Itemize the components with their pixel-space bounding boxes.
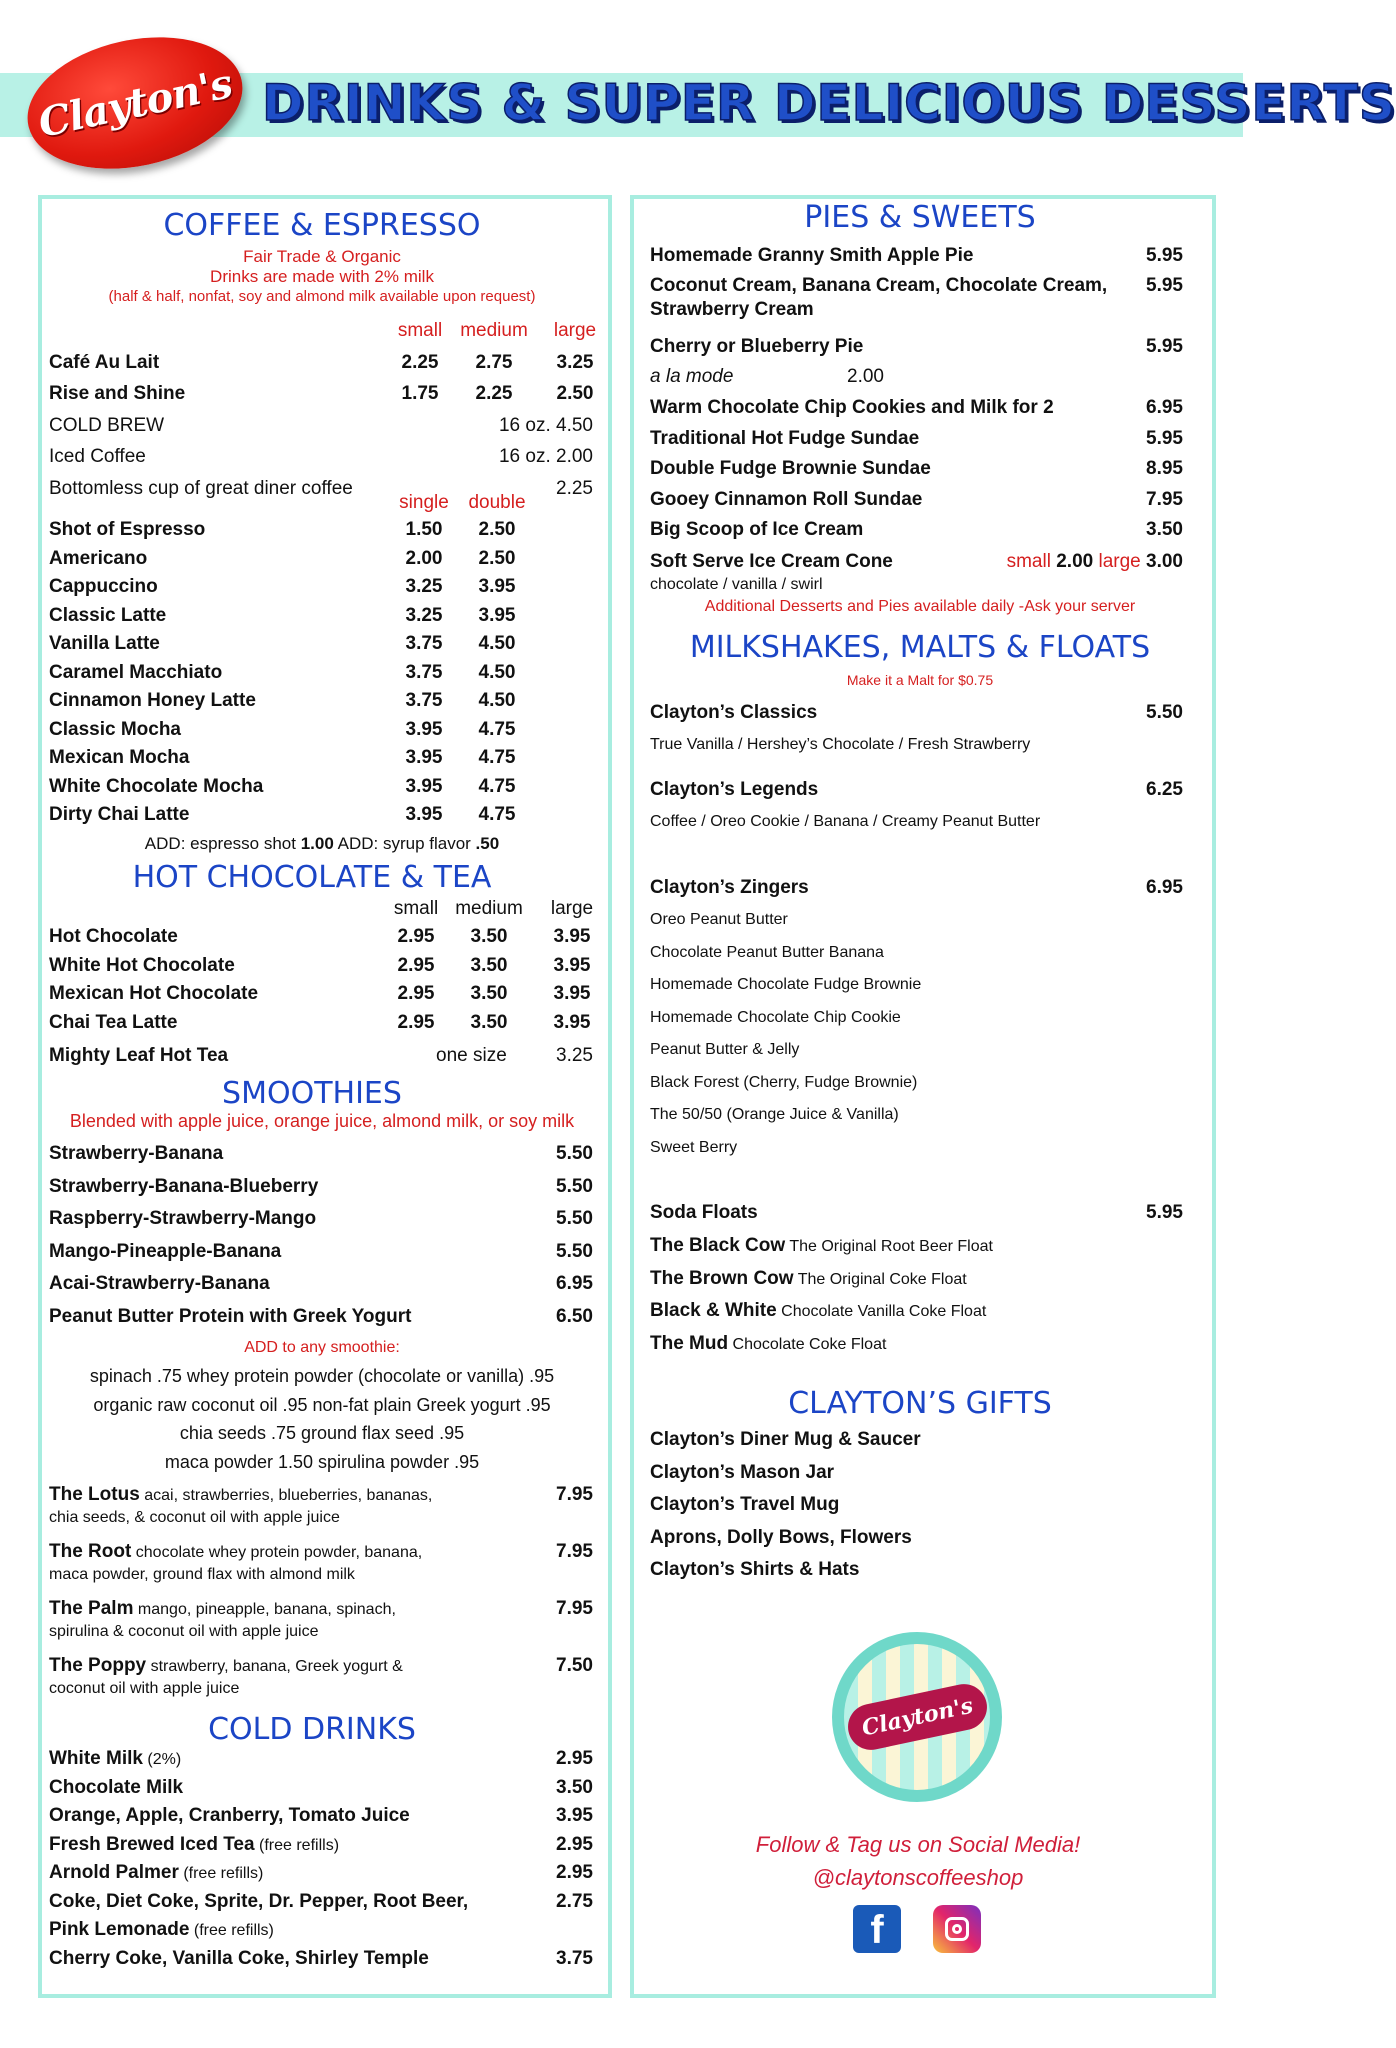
menu-item-name — [49, 1834, 339, 1856]
menu-item-name: Warm Chocolate Chip Cookies and Milk for 2 — [650, 397, 1054, 418]
special-desc: maca powder, ground flax with almond milk — [49, 1566, 355, 1583]
menu-item-name: White Hot Chocolate — [49, 954, 235, 976]
menu-item-name: a la mode — [650, 366, 734, 387]
float-item — [650, 1333, 886, 1355]
menu-item-name: Cinnamon Honey Latte — [49, 690, 256, 711]
menu-item-price: 7.95 — [556, 1484, 593, 1505]
menu-item-price: 3.95 — [405, 747, 443, 768]
menu-item-price: 5.95 — [1146, 1202, 1183, 1223]
menu-item-price: 3.95 — [405, 804, 443, 825]
addon-label: ADD: espresso shot — [144, 834, 296, 853]
menu-item-name: Hot Chocolate — [49, 926, 178, 947]
menu-item-name: Homemade Granny Smith Apple Pie — [650, 245, 974, 266]
menu-item-price: 2.75 — [475, 352, 513, 373]
addon-price: .50 — [475, 834, 500, 853]
menu-item-name: Soft Serve Ice Cream Cone — [650, 551, 893, 572]
menu-item-price: 3.25 — [405, 604, 443, 626]
special-desc: chia seeds, & coconut oil with apple juice — [49, 1509, 340, 1526]
size-header: small — [393, 898, 439, 919]
cone-prices — [1007, 551, 1183, 573]
special-name: The Poppy — [49, 1655, 147, 1676]
section-title-gifts: CLAYTON’S GIFTS — [788, 1386, 1052, 1421]
float-desc: The Original Coke Float — [793, 1270, 967, 1288]
section-title-pies: PIES & SWEETS — [804, 200, 1036, 235]
gift-item: Clayton’s Travel Mug — [650, 1494, 840, 1515]
drink-note: (free refills) — [254, 1836, 340, 1854]
page-title: DRINKS & SUPER DELICIOUS DESSERTS — [262, 74, 1396, 132]
gift-item: Aprons, Dolly Bows, Flowers — [650, 1526, 912, 1548]
menu-item-price: 6.95 — [1146, 397, 1183, 418]
menu-item-price: 3.50 — [470, 1011, 508, 1033]
special-name: The Root — [49, 1541, 132, 1562]
drink-name: Cherry Coke, Vanilla Coke, Shirley Temple — [49, 1947, 429, 1969]
menu-item-price: 2.50 — [478, 547, 516, 569]
smoothie-addon-line: spinach .75 whey protein powder (chocolate or vanilla) .95 — [89, 1366, 555, 1386]
menu-item-price: 2.50 — [556, 383, 594, 404]
section-title-milkshakes: MILKSHAKES, MALTS & FLOATS — [689, 630, 1151, 665]
smoothie-addon-line: chia seeds .75 ground flax seed .95 — [179, 1423, 465, 1443]
menu-item-name: Mighty Leaf Hot Tea — [49, 1045, 229, 1066]
menu-item-price: 2.75 — [556, 1890, 593, 1912]
zinger-flavor: Homemade Chocolate Fudge Brownie — [650, 976, 922, 993]
social-follow-text: Follow & Tag us on Social Media! — [755, 1832, 1081, 1857]
coffee-subtitle: Drinks are made with 2% milk — [210, 267, 434, 286]
menu-item-price: 3.50 — [470, 926, 508, 947]
malt-note: Make it a Malt for $0.75 — [846, 672, 994, 688]
menu-item-name: Double Fudge Brownie Sundae — [650, 458, 931, 479]
menu-item-price: 4.75 — [478, 775, 516, 797]
menu-item-name: Mango-Pineapple-Banana — [49, 1240, 282, 1262]
smoothie-addon-line: organic raw coconut oil .95 non-fat plain Greek yogurt .95 — [93, 1394, 551, 1415]
special-desc: strawberry, banana, Greek yogurt & — [146, 1658, 403, 1675]
menu-item-name: Bottomless cup of great diner coffee — [49, 478, 353, 499]
menu-item-price: 4.50 — [478, 633, 516, 654]
menu-item-price: 3.95 — [553, 926, 591, 947]
menu-item-price: 6.50 — [556, 1305, 593, 1327]
special-desc: spirulina & coconut oil with apple juice — [49, 1623, 319, 1640]
menu-item-name: Traditional Hot Fudge Sundae — [650, 427, 920, 449]
menu-item-name: COLD BREW — [49, 415, 165, 436]
clayton-badge-logo: Clayton's — [832, 1632, 1002, 1802]
cone-price: 2.00 — [1056, 551, 1094, 572]
zinger-flavor: Peanut Butter & Jelly — [650, 1041, 800, 1058]
menu-item-price: 1.50 — [405, 519, 443, 540]
float-item — [650, 1235, 993, 1257]
menu-item-size: one size — [436, 1045, 507, 1066]
zinger-flavor: Chocolate Peanut Butter Banana — [650, 943, 884, 961]
menu-item-name: Mexican Hot Chocolate — [49, 983, 259, 1004]
menu-item-name: Clayton’s Legends — [650, 779, 819, 800]
social-handle: @claytonscoffeeshop — [812, 1865, 1024, 1890]
menu-item-price: 8.95 — [1146, 458, 1183, 479]
float-desc: The Original Root Beer Float — [785, 1238, 993, 1255]
size-header: medium — [455, 898, 523, 919]
menu-item-price: 7.95 — [1146, 488, 1183, 510]
cone-size: large — [1098, 551, 1141, 572]
instagram-icon[interactable] — [933, 1905, 981, 1953]
gift-item: Clayton’s Mason Jar — [650, 1461, 835, 1483]
zinger-flavor: Oreo Peanut Butter — [650, 911, 788, 928]
float-name: Black & White — [650, 1300, 777, 1321]
menu-item-price: 3.95 — [553, 1011, 591, 1033]
coffee-subtitle: Fair Trade & Organic — [243, 247, 401, 266]
menu-item-price: 5.95 — [1146, 336, 1183, 357]
menu-item-name: White Chocolate Mocha — [49, 775, 264, 797]
float-desc: Chocolate Coke Float — [728, 1335, 887, 1353]
float-name: The Black Cow — [650, 1235, 786, 1256]
menu-item-name: Strawberry-Banana — [49, 1143, 224, 1164]
menu-item-price: 5.50 — [556, 1175, 593, 1197]
menu-item-price: 2.25 — [556, 478, 593, 499]
menu-item-name: Shot of Espresso — [49, 519, 206, 540]
menu-item-name: Peanut Butter Protein with Greek Yogurt — [49, 1305, 412, 1327]
menu-item-price: 2.95 — [397, 1011, 435, 1033]
special-name: The Palm — [49, 1598, 134, 1619]
size-header: medium — [460, 320, 528, 341]
menu-item-name: Rise and Shine — [49, 383, 186, 404]
drink-name: White Milk — [49, 1748, 143, 1769]
menu-item-price: 2.95 — [397, 954, 435, 976]
size-header: small — [397, 320, 443, 341]
size-header: double — [468, 492, 526, 513]
zinger-flavor: The 50/50 (Orange Juice & Vanilla) — [650, 1106, 899, 1123]
section-title-coffee: COFFEE & ESPRESSO — [163, 208, 481, 243]
smoothie-addon-title: ADD to any smoothie: — [244, 1339, 400, 1356]
menu-item-name: Dirty Chai Latte — [49, 804, 190, 825]
addon-label: ADD: syrup flavor — [337, 834, 471, 853]
menu-item-price: 3.95 — [405, 775, 443, 797]
special-smoothie — [49, 1598, 396, 1620]
menu-item-name: Café Au Lait — [49, 352, 160, 373]
menu-item-price: 3.95 — [478, 576, 516, 597]
drink-name: Coke, Diet Coke, Sprite, Dr. Pepper, Root Beer, — [49, 1890, 469, 1912]
size-header: large — [553, 320, 597, 341]
shake-flavors: Coffee / Oreo Cookie / Banana / Creamy Peanut Butter — [650, 813, 1041, 830]
menu-item-price: 2.25 — [401, 352, 439, 373]
menu-item-price: 3.95 — [405, 718, 443, 740]
menu-item-price: 5.95 — [1146, 275, 1183, 296]
menu-item-price: 1.75 — [401, 383, 439, 404]
section-title-hot-chocolate: HOT CHOCOLATE & TEA — [132, 860, 492, 895]
menu-item-name: Caramel Macchiato — [49, 661, 223, 683]
smoothies-subtitle: Blended with apple juice, orange juice, almond milk, or soy milk — [69, 1111, 575, 1131]
menu-item-price: 4.50 — [478, 690, 516, 711]
menu-item-price: 2.25 — [475, 383, 513, 404]
facebook-icon[interactable]: f — [853, 1905, 901, 1953]
menu-item-price: 2.95 — [556, 1748, 593, 1769]
menu-item-price: 7.50 — [556, 1655, 593, 1676]
menu-item-name: Chai Tea Latte — [49, 1011, 178, 1033]
menu-item-name — [49, 1805, 410, 1827]
float-name: The Mud — [650, 1332, 729, 1354]
menu-item-price: 2.00 — [405, 547, 443, 569]
menu-item-name: Acai-Strawberry-Banana — [49, 1273, 270, 1294]
menu-item-name: Mexican Mocha — [49, 747, 190, 768]
zinger-flavor: Sweet Berry — [650, 1138, 738, 1156]
size-header: single — [399, 492, 449, 513]
menu-item-price: 2.95 — [397, 983, 435, 1004]
menu-item-name: Clayton’s Zingers — [650, 877, 809, 898]
menu-item-name — [49, 1891, 468, 1913]
menu-item-price: 16 oz. 4.50 — [498, 415, 593, 436]
menu-item-price: 5.95 — [1146, 427, 1183, 449]
float-name: The Brown Cow — [650, 1267, 794, 1289]
section-title-smoothies: SMOOTHIES — [222, 1076, 402, 1111]
menu-item-price: 5.50 — [556, 1208, 593, 1229]
menu-item-price: 7.95 — [556, 1541, 593, 1562]
menu-item-price: 3.75 — [405, 690, 443, 711]
drink-note: (free refills) — [178, 1865, 264, 1882]
menu-item-price: 4.75 — [478, 804, 516, 825]
menu-item-name — [49, 1748, 181, 1770]
menu-item-price: 2.50 — [478, 519, 516, 540]
menu-item-price: 3.75 — [405, 633, 443, 654]
special-desc: chocolate whey protein powder, banana, — [131, 1544, 423, 1561]
menu-item-name — [49, 1777, 183, 1799]
menu-item-name — [49, 1862, 263, 1884]
float-desc: Chocolate Vanilla Coke Float — [776, 1303, 987, 1320]
menu-item-name: Clayton’s Classics — [650, 702, 818, 723]
smoothie-addon-line: maca powder 1.50 spirulina powder .95 — [164, 1451, 480, 1472]
menu-item-price: 4.50 — [478, 661, 516, 683]
menu-item-price: 3.25 — [556, 352, 594, 373]
menu-item-price: 2.95 — [556, 1833, 593, 1855]
menu-item-price: 3.25 — [405, 576, 443, 597]
float-item — [650, 1300, 986, 1322]
menu-item-price: 3.50 — [556, 1776, 593, 1798]
menu-item-name — [49, 1919, 274, 1941]
special-desc: acai, strawberries, blueberries, bananas, — [139, 1487, 433, 1504]
drink-name: Chocolate Milk — [49, 1776, 184, 1798]
menu-item-price: 3.75 — [556, 1947, 593, 1969]
cone-size: small — [1006, 551, 1051, 572]
special-smoothie — [49, 1655, 403, 1677]
menu-item-name: Strawberry Cream — [650, 299, 814, 320]
menu-item-name: Strawberry-Banana-Blueberry — [49, 1175, 319, 1197]
menu-item-name: Iced Coffee — [49, 446, 146, 467]
menu-item-price: 7.95 — [556, 1598, 593, 1619]
gift-item: Clayton’s Shirts & Hats — [650, 1559, 860, 1580]
menu-item-price: 4.75 — [478, 718, 516, 740]
drink-name: Arnold Palmer — [49, 1862, 179, 1883]
menu-item-name: Classic Latte — [49, 604, 167, 626]
menu-item-price: 3.50 — [470, 983, 508, 1004]
special-smoothie — [49, 1484, 432, 1506]
zinger-flavor: Black Forest (Cherry, Fudge Brownie) — [650, 1073, 918, 1091]
menu-item-name: Vanilla Latte — [49, 633, 160, 654]
coffee-subtitle: (half & half, nonfat, soy and almond milk available upon request) — [108, 288, 536, 305]
menu-item-price: 3.95 — [553, 954, 591, 976]
cone-price: 3.00 — [1146, 551, 1183, 572]
menu-item-price: 5.95 — [1146, 245, 1183, 266]
espresso-addons — [42, 834, 602, 854]
menu-item-price: 6.95 — [1146, 877, 1183, 898]
size-header: large — [550, 898, 594, 919]
menu-item-price: 3.25 — [556, 1045, 593, 1066]
special-smoothie — [49, 1541, 422, 1563]
section-title-cold-drinks: COLD DRINKS — [208, 1712, 416, 1747]
zinger-flavor: Homemade Chocolate Chip Cookie — [650, 1008, 901, 1026]
clayton-logo: Clayton's — [15, 19, 254, 188]
menu-item-price: 4.75 — [478, 747, 516, 768]
drink-note: (free refills) — [189, 1922, 274, 1939]
menu-item-name: Classic Mocha — [49, 718, 181, 740]
menu-item-price: 3.50 — [470, 954, 508, 976]
menu-item-price: 3.50 — [1146, 519, 1183, 540]
menu-item-price: 5.50 — [556, 1143, 593, 1164]
pies-note: Additional Desserts and Pies available daily -Ask your server — [704, 598, 1136, 615]
menu-item-price: 3.95 — [556, 1805, 593, 1826]
menu-item-name: Coconut Cream, Banana Cream, Chocolate Cream, — [650, 275, 1108, 296]
menu-item-name: Cappuccino — [49, 576, 158, 597]
drink-name: Orange, Apple, Cranberry, Tomato Juice — [49, 1805, 410, 1826]
menu-item-price: 3.95 — [553, 983, 591, 1004]
addon-price: 1.00 — [300, 834, 334, 853]
menu-item-price: 16 oz. 2.00 — [498, 446, 593, 467]
shake-flavors: True Vanilla / Hershey’s Chocolate / Fresh Strawberry — [650, 736, 1031, 753]
menu-item-name — [49, 1948, 429, 1970]
menu-item-name: Americano — [49, 547, 148, 569]
special-name: The Lotus — [49, 1484, 140, 1505]
menu-item-price: 5.50 — [556, 1240, 593, 1262]
menu-item-price: 2.00 — [847, 366, 884, 387]
menu-item-name: Cherry or Blueberry Pie — [650, 336, 864, 357]
special-desc: mango, pineapple, banana, spinach, — [133, 1601, 396, 1618]
drink-note: (2%) — [142, 1751, 182, 1768]
special-desc: coconut oil with apple juice — [49, 1680, 240, 1697]
drink-name: Pink Lemonade — [49, 1919, 190, 1940]
menu-item-name: Big Scoop of Ice Cream — [650, 519, 864, 540]
menu-item-price: 2.95 — [556, 1862, 593, 1883]
drink-name: Fresh Brewed Iced Tea — [49, 1833, 255, 1855]
menu-item-name: Soda Floats — [650, 1202, 758, 1223]
menu-item-price: 3.75 — [405, 661, 443, 683]
menu-item-price: 3.95 — [478, 604, 516, 626]
cone-flavors: chocolate / vanilla / swirl — [650, 576, 823, 593]
menu-item-name: Gooey Cinnamon Roll Sundae — [650, 488, 923, 510]
menu-item-price: 6.95 — [556, 1273, 593, 1294]
menu-item-price: 2.95 — [397, 926, 435, 947]
float-item — [650, 1268, 967, 1290]
menu-item-name: Raspberry-Strawberry-Mango — [49, 1208, 317, 1229]
gift-item: Clayton’s Diner Mug & Saucer — [650, 1429, 921, 1450]
menu-item-price: 5.50 — [1146, 702, 1183, 723]
menu-item-price: 6.25 — [1146, 779, 1183, 800]
